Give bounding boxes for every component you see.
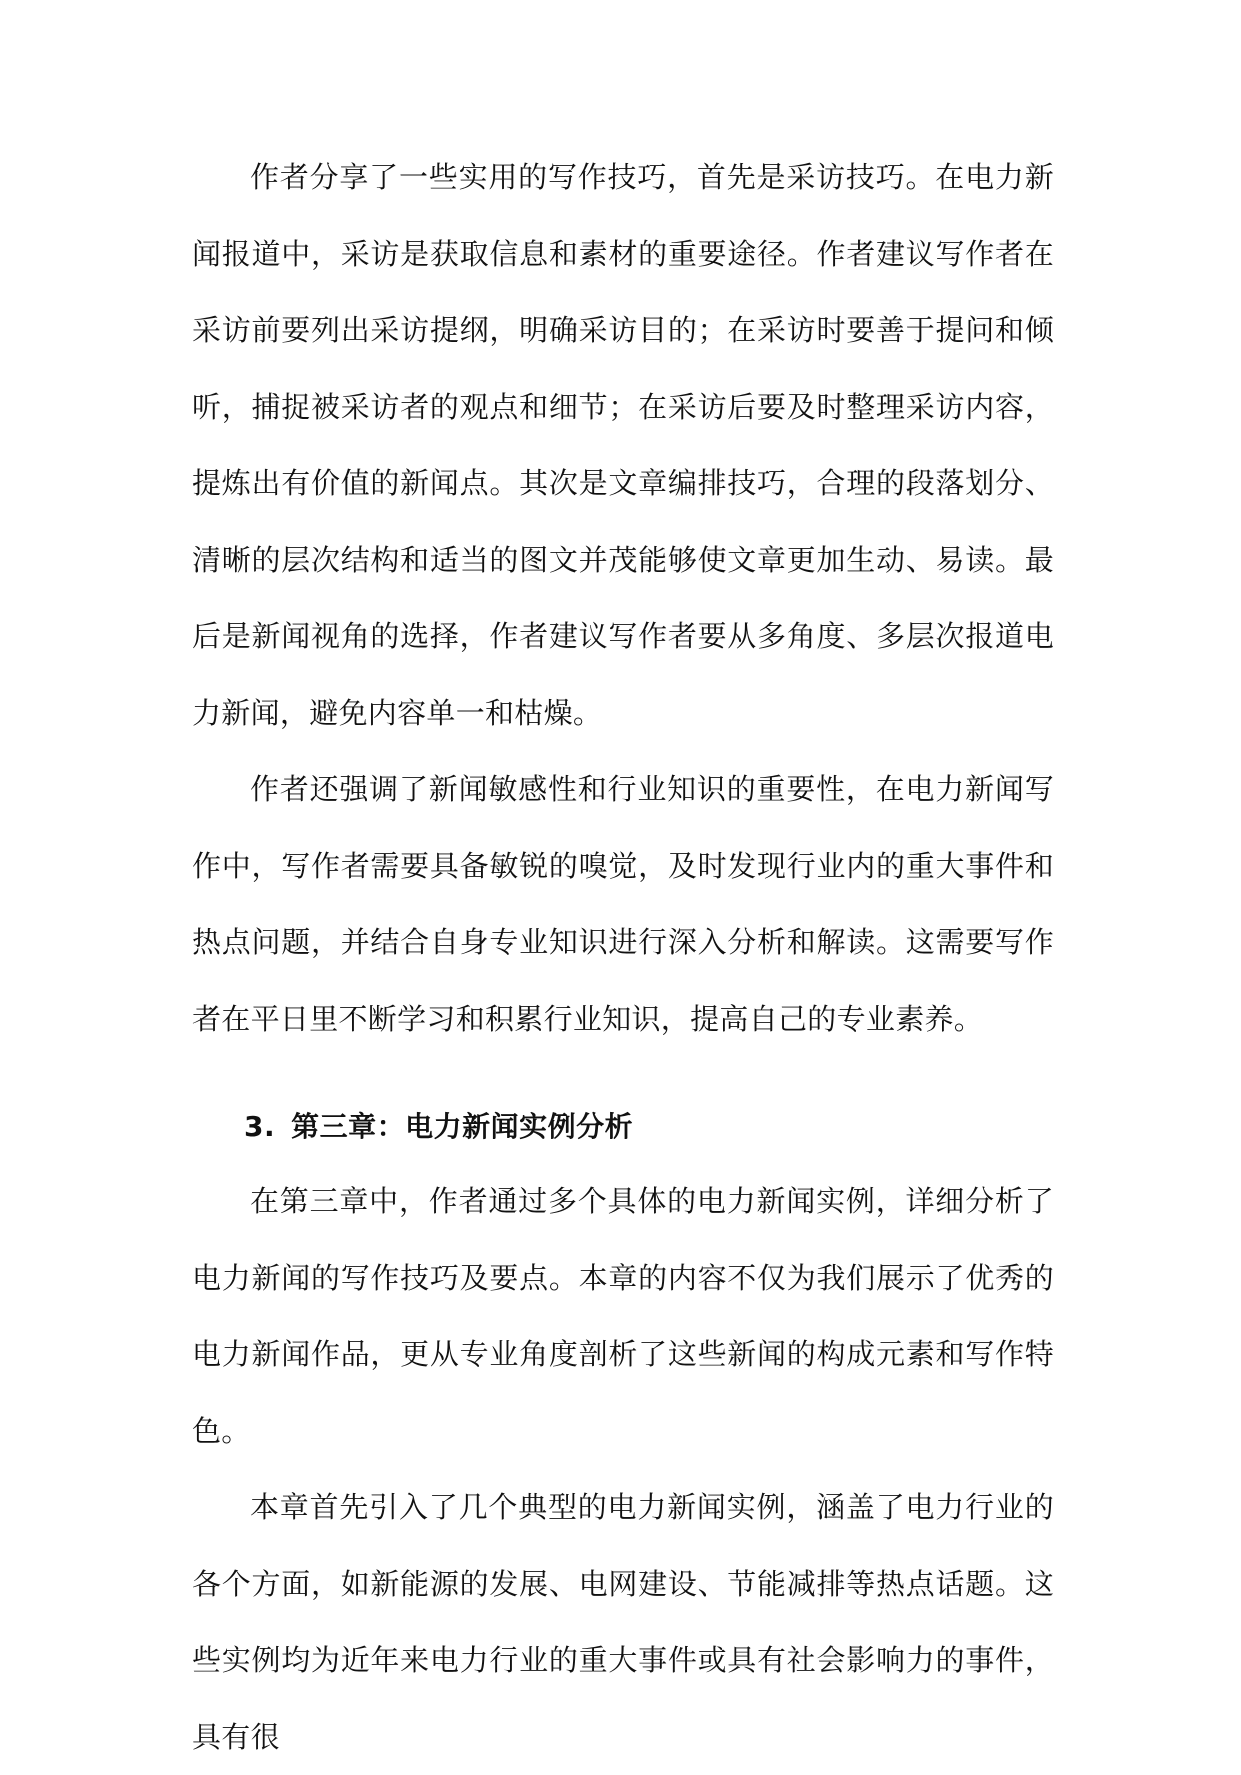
section-number: 3.	[244, 1110, 276, 1143]
section-title: 第三章：电力新闻实例分析	[291, 1110, 634, 1143]
paragraph-writing-techniques: 作者分享了一些实用的写作技巧，首先是采访技巧。在电力新闻报道中，采访是获取信息和素材的重要途径。作者建议写作者在采访前要列出采访提纲，明确采访目的；在采访时要善于提问和倾听，捕捉被采访者的观点和细节；在采访后要及时整理采访内容，提炼出有价值的新闻点。其次是文章编排技巧，合理的段落划分、清晰的层次结构和适当的图文并茂能够使文章更加生动、易读。最后是新闻视角的选择，作者建议写作者要从多角度、多层次报道电力新闻，避免内容单一和枯燥。	[192, 160, 1054, 730]
paragraph-chapter-3-examples: 本章首先引入了几个典型的电力新闻实例，涵盖了电力行业的各个方面，如新能源的发展、电网建设、节能减排等热点话题。这些实例均为近年来电力行业的重大事件或具有社会影响力的事件，具有很	[192, 1490, 1054, 1754]
paragraph-news-sensitivity: 作者还强调了新闻敏感性和行业知识的重要性，在电力新闻写作中，写作者需要具备敏锐的嗅觉，及时发现行业内的重大事件和热点问题，并结合自身专业知识进行深入分析和解读。这需要写作者在平日里不断学习和积累行业知识，提高自己的专业素养。	[192, 772, 1054, 1036]
paragraph-chapter-3-intro: 在第三章中，作者通过多个具体的电力新闻实例，详细分析了电力新闻的写作技巧及要点。本章的内容不仅为我们展示了优秀的电力新闻作品，更从专业角度剖析了这些新闻的构成元素和写作特色。	[192, 1184, 1054, 1448]
document-body	[192, 139, 1054, 1775]
section-heading-chapter-3	[192, 1057, 1054, 1163]
